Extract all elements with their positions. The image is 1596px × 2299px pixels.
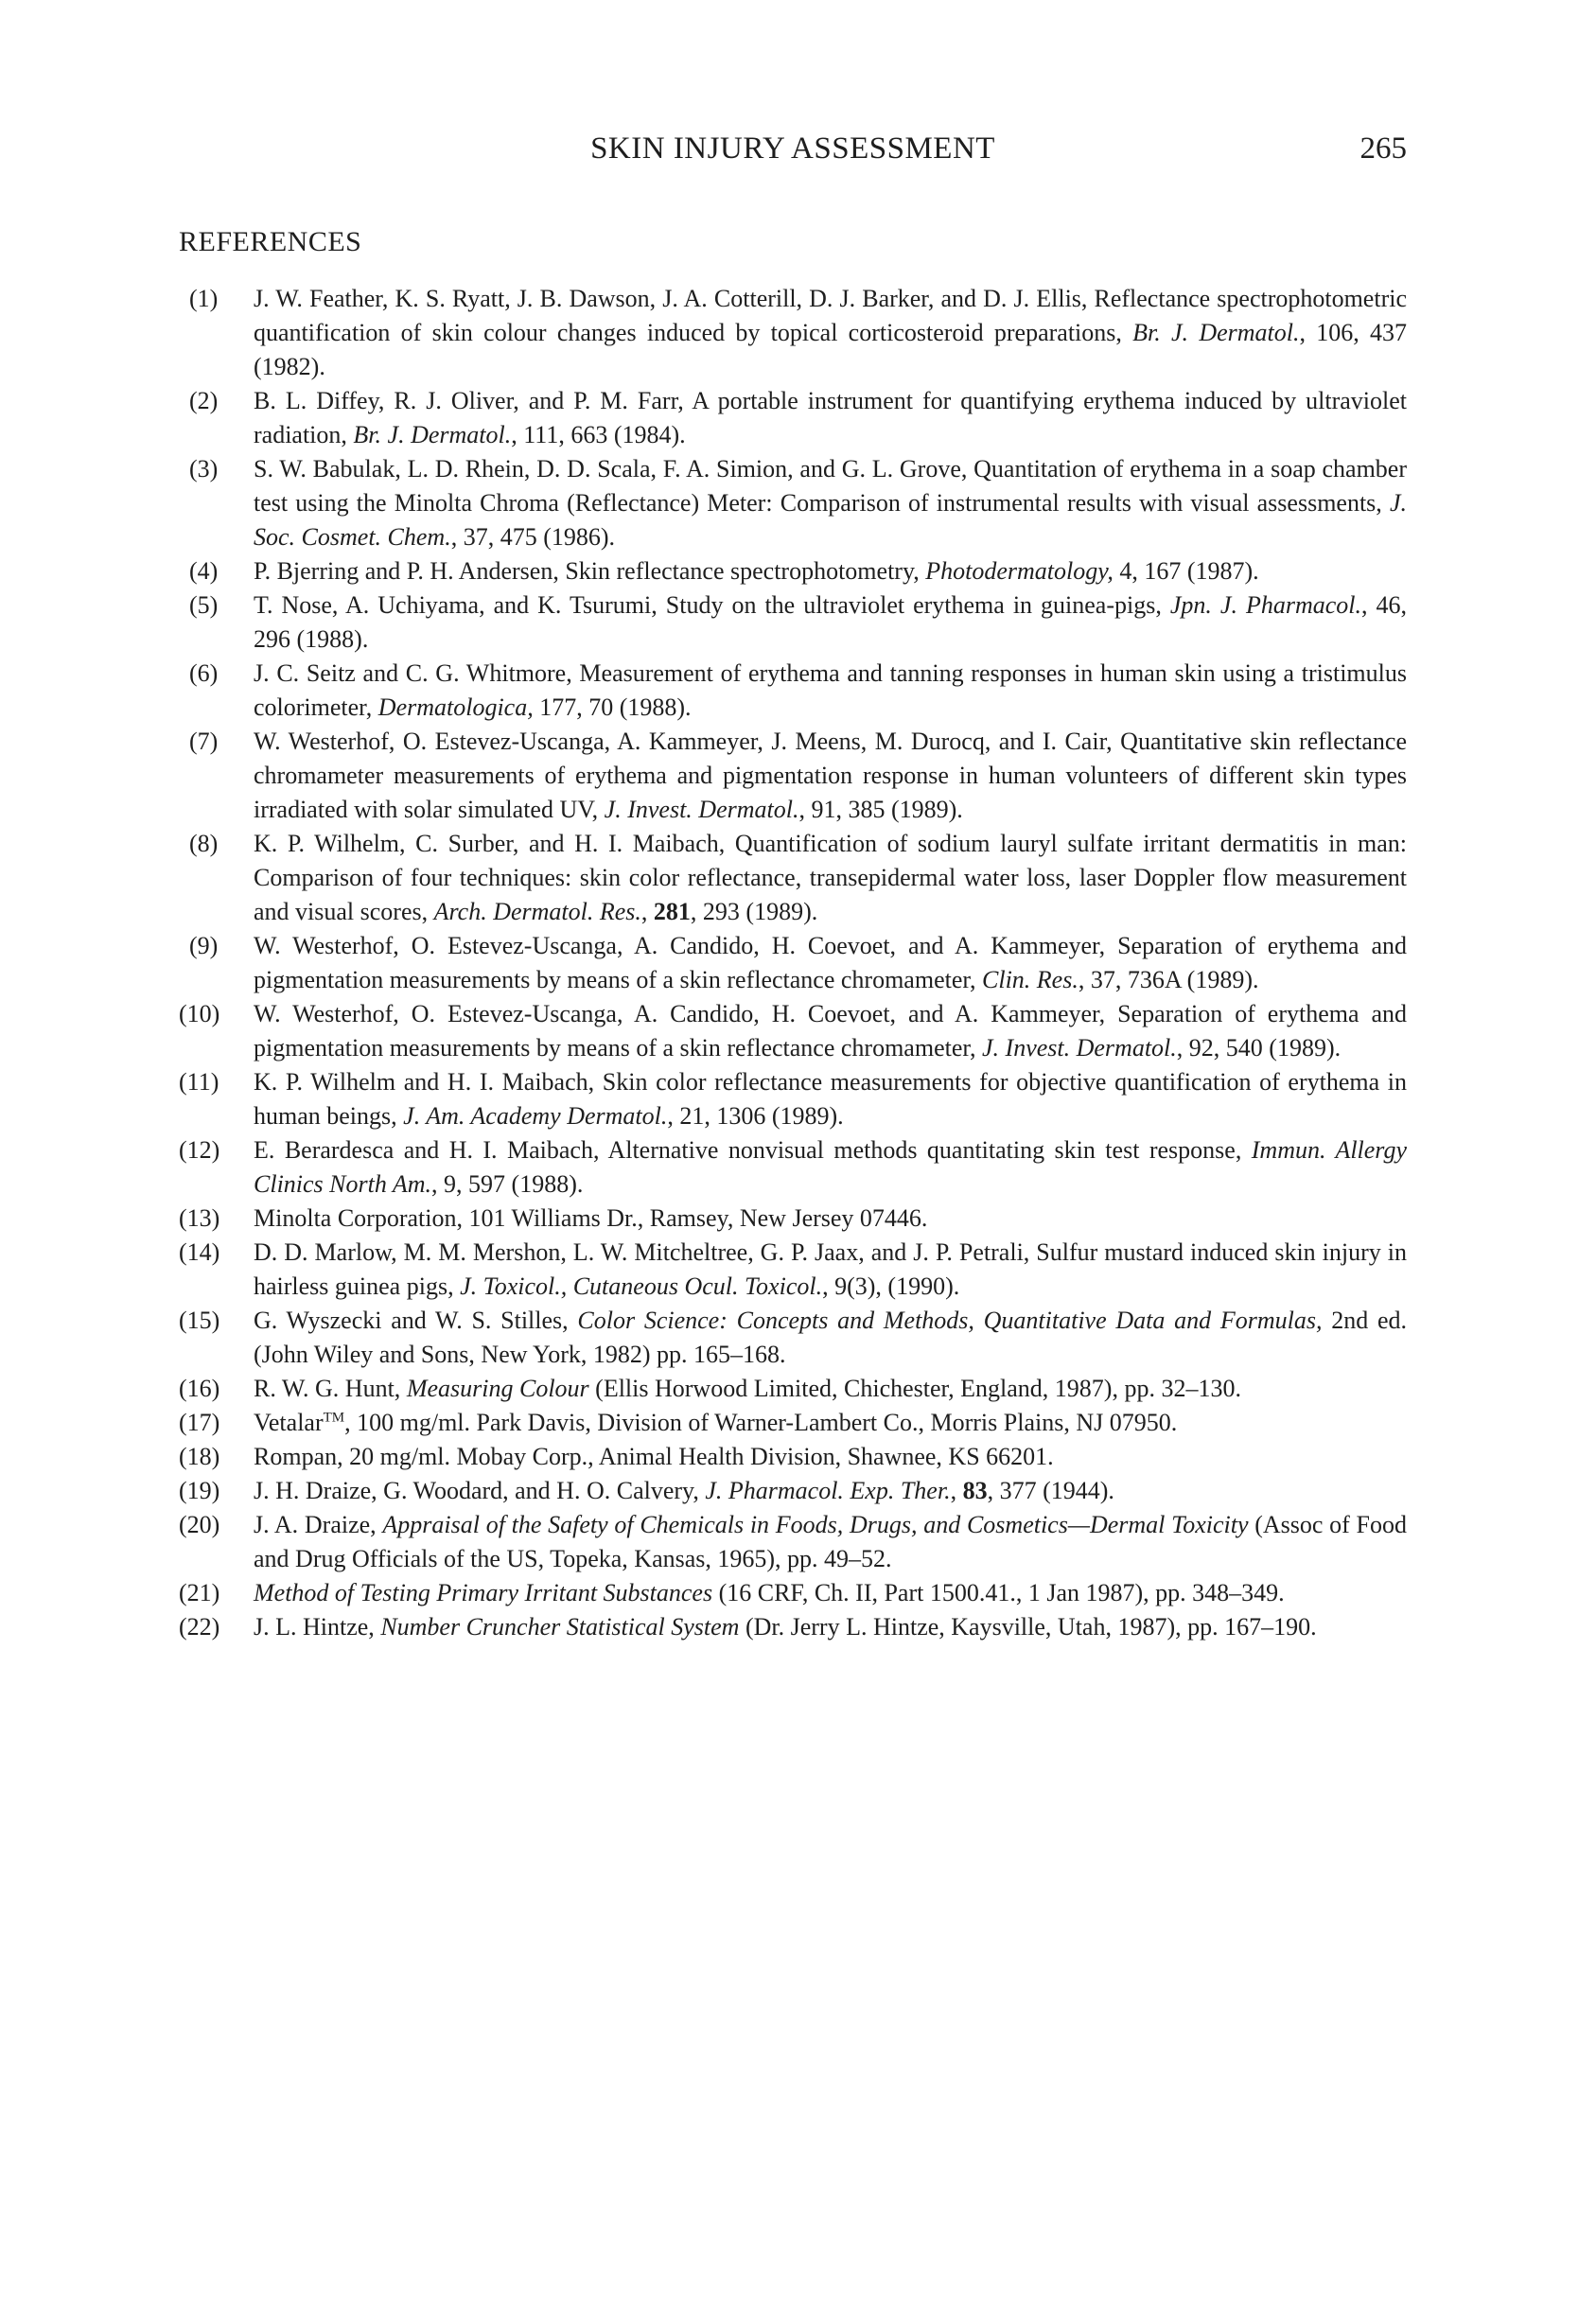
- reference-text: [254, 1409, 1177, 1436]
- reference-segment: , 111, 663 (1984).: [511, 421, 686, 448]
- reference-segment: K. P. Wilhelm, C. Surber, and H. I. Maibach, Quantification of sodium lauryl sulfate irritant dermatitis in man: Comparison of four techniques: skin color reflectance, transepidermal water loss, laser Doppler flow measurement and visual scores,: [254, 830, 1407, 925]
- reference-number: (9): [189, 932, 219, 959]
- reference-item: [179, 657, 1407, 725]
- reference-source-title: Dermatologica,: [377, 693, 534, 721]
- reference-segment: ,: [950, 1477, 963, 1504]
- reference-source-title: Appraisal of the Safety of Chemicals in Foods, Drugs, and Cosmetics—Dermal Toxicity: [382, 1511, 1249, 1538]
- reference-volume: 281: [653, 898, 691, 925]
- reference-segment: (Ellis Horwood Limited, Chichester, England, 1987), pp. 32–130.: [588, 1375, 1241, 1402]
- reference-text: [254, 557, 1259, 585]
- reference-segment: (Assoc of Food and Drug Officials of the US, Topeka, Kansas, 1965), pp. 49–52.: [254, 1511, 1407, 1572]
- reference-segment: J. C. Seitz and C. G. Whitmore, Measurement of erythema and tanning responses in human skin using a tristimulus colorimeter,: [254, 659, 1407, 721]
- reference-text: [254, 1000, 1407, 1062]
- reference-number: (18): [179, 1443, 220, 1470]
- reference-segment: E. Berardesca and H. I. Maibach, Alternative nonvisual methods quantitating skin test response,: [254, 1136, 1252, 1164]
- reference-item: [179, 1508, 1407, 1576]
- reference-text: [254, 932, 1407, 993]
- reference-segment: B. L. Diffey, R. J. Oliver, and P. M. Farr, A portable instrument for quantifying erythema induced by ultraviolet radiation,: [254, 387, 1407, 448]
- reference-volume: 83: [962, 1477, 988, 1504]
- reference-item: [179, 1372, 1407, 1406]
- reference-number: (10): [179, 1000, 220, 1027]
- reference-source-title: Br. J. Dermatol.: [353, 421, 512, 448]
- reference-item: [179, 282, 1407, 384]
- reference-segment: 177, 70 (1988).: [533, 693, 692, 721]
- reference-number: (4): [189, 557, 219, 585]
- reference-source-title: Number Cruncher Statistical System: [380, 1613, 740, 1641]
- reference-source-title: Measuring Colour: [406, 1375, 589, 1402]
- reference-text: [254, 728, 1407, 823]
- reference-text: [254, 591, 1407, 653]
- reference-source-title: Color Science: Concepts and Methods, Quantitative Data and Formulas,: [577, 1307, 1323, 1334]
- reference-item: [179, 588, 1407, 657]
- reference-source-title: J. Invest. Dermatol.: [604, 796, 799, 823]
- reference-number: (20): [179, 1511, 220, 1538]
- reference-number: (15): [179, 1307, 220, 1334]
- reference-number: (17): [179, 1409, 220, 1436]
- reference-segment: , 21, 1306 (1989).: [667, 1102, 844, 1130]
- reference-source-title: J. Invest. Dermatol.: [982, 1034, 1177, 1062]
- trademark-mark: TM: [323, 1410, 345, 1426]
- reference-number: (5): [189, 591, 219, 619]
- reference-segment: W. Westerhof, O. Estevez-Uscanga, A. Candido, H. Coevoet, and A. Kammeyer, Separation of erythema and pigmentation measurements by means of a skin reflectance chromameter,: [254, 932, 1407, 993]
- reference-list: [179, 282, 1407, 1644]
- reference-text: [254, 1613, 1317, 1641]
- reference-item: [179, 1065, 1407, 1133]
- reference-number: (22): [179, 1613, 220, 1641]
- reference-segment: J. H. Draize, G. Woodard, and H. O. Calvery,: [254, 1477, 706, 1504]
- reference-segment: ,: [640, 898, 654, 925]
- reference-item: [179, 1474, 1407, 1508]
- reference-item: [179, 1610, 1407, 1644]
- reference-item: [179, 1576, 1407, 1610]
- reference-source-title: Br. J. Dermatol.: [1132, 319, 1300, 346]
- reference-segment: , 46, 296 (1988).: [254, 591, 1408, 653]
- reference-segment: P. Bjerring and P. H. Andersen, Skin reflectance spectrophotometry,: [254, 557, 926, 585]
- reference-number: (21): [179, 1579, 220, 1606]
- reference-segment: , 106, 437 (1982).: [254, 319, 1407, 380]
- reference-text: [254, 1477, 1114, 1504]
- reference-segment: , 100 mg/ml. Park Davis, Division of Warner-Lambert Co., Morris Plains, NJ 07950.: [344, 1409, 1178, 1436]
- reference-number: (1): [189, 285, 219, 312]
- reference-segment: S. W. Babulak, L. D. Rhein, D. D. Scala, F. A. Simion, and G. L. Grove, Quantitation of erythema in a soap chamber test using the Minolta Chroma (Reflectance) Meter: Comparison of instrumental results with visual assessments,: [254, 455, 1407, 517]
- reference-source-title: Jpn. J. Pharmacol.: [1169, 591, 1361, 619]
- reference-segment: , 37, 475 (1986).: [450, 523, 616, 551]
- reference-item: [179, 1133, 1407, 1202]
- reference-segment: K. P. Wilhelm and H. I. Maibach, Skin color reflectance measurements for objective quantification of erythema in human beings,: [254, 1068, 1407, 1130]
- reference-item: [179, 1440, 1407, 1474]
- reference-source-title: J. Toxicol., Cutaneous Ocul. Toxicol.: [460, 1272, 823, 1300]
- reference-item: [179, 1406, 1407, 1440]
- reference-segment: G. Wyszecki and W. S. Stilles,: [254, 1307, 578, 1334]
- reference-number: (16): [179, 1375, 220, 1402]
- reference-item: [179, 929, 1407, 997]
- reference-text: [254, 1579, 1285, 1606]
- reference-source-title: Method of Testing Primary Irritant Substances: [254, 1579, 713, 1606]
- reference-text: [254, 1068, 1407, 1130]
- reference-text: [254, 285, 1407, 380]
- running-header: [179, 127, 1407, 170]
- reference-number: (11): [179, 1068, 219, 1096]
- reference-segment: 2nd ed. (John Wiley and Sons, New York, 1982) pp. 165–168.: [254, 1307, 1407, 1368]
- reference-segment: J. A. Draize,: [254, 1511, 383, 1538]
- reference-segment: 4, 167 (1987).: [1113, 557, 1259, 585]
- reference-text: [254, 387, 1407, 448]
- reference-segment: , 377 (1944).: [987, 1477, 1114, 1504]
- reference-source-title: Arch. Dermatol. Res.: [433, 898, 641, 925]
- reference-item: [179, 452, 1407, 554]
- reference-source-title: J. Pharmacol. Exp. Ther.: [705, 1477, 951, 1504]
- reference-text: [254, 1204, 927, 1232]
- reference-number: (13): [179, 1204, 220, 1232]
- reference-number: (7): [189, 728, 219, 755]
- reference-segment: D. D. Marlow, M. M. Mershon, L. W. Mitcheltree, G. P. Jaax, and J. P. Petrali, Sulfur mustard induced skin injury in hairless guinea pigs,: [254, 1238, 1407, 1300]
- reference-item: [179, 384, 1407, 452]
- reference-segment: (16 CRF, Ch. II, Part 1500.41., 1 Jan 1987), pp. 348–349.: [712, 1579, 1285, 1606]
- running-title: SKIN INJURY ASSESSMENT: [590, 132, 995, 166]
- reference-text: [254, 1136, 1407, 1198]
- reference-text: [254, 1238, 1407, 1300]
- reference-item: [179, 554, 1407, 588]
- reference-segment: W. Westerhof, O. Estevez-Uscanga, A. Candido, H. Coevoet, and A. Kammeyer, Separation of erythema and pigmentation measurements by means of a skin reflectance chromameter,: [254, 1000, 1407, 1062]
- reference-item: [179, 725, 1407, 827]
- reference-item: [179, 997, 1407, 1065]
- reference-text: [254, 1511, 1407, 1572]
- references-heading: REFERENCES: [179, 226, 362, 257]
- reference-segment: J. W. Feather, K. S. Ryatt, J. B. Dawson, J. A. Cotterill, D. J. Barker, and D. J. Ellis, Reflectance spectrophotometric quantification of skin colour changes induced by topical corticosteroid preparations,: [254, 285, 1407, 346]
- reference-segment: (Dr. Jerry L. Hintze, Kaysville, Utah, 1987), pp. 167–190.: [739, 1613, 1317, 1641]
- reference-source-title: Photodermatology,: [925, 557, 1114, 585]
- reference-source-title: J. Am. Academy Dermatol.: [403, 1102, 668, 1130]
- reference-number: (12): [179, 1136, 220, 1164]
- reference-item: [179, 1304, 1407, 1372]
- reference-text: [254, 1307, 1407, 1368]
- reference-text: [254, 455, 1407, 551]
- reference-segment: R. W. G. Hunt,: [254, 1375, 407, 1402]
- reference-item: [179, 827, 1407, 929]
- reference-segment: , 9(3), (1990).: [822, 1272, 960, 1300]
- reference-text: [254, 1443, 1054, 1470]
- reference-segment: , 293 (1989).: [690, 898, 818, 925]
- reference-segment: Rompan, 20 mg/ml. Mobay Corp., Animal Health Division, Shawnee, KS 66201.: [254, 1443, 1054, 1470]
- reference-text: [254, 659, 1407, 721]
- reference-segment: Minolta Corporation, 101 Williams Dr., Ramsey, New Jersey 07446.: [254, 1204, 928, 1232]
- reference-segment: W. Westerhof, O. Estevez-Uscanga, A. Kammeyer, J. Meens, M. Durocq, and I. Cair, Quantitative skin reflectance chromameter measurements of erythema and pigmentation response in human volunteers of different skin types irradiated with solar simulated UV,: [254, 728, 1407, 823]
- reference-segment: , 91, 385 (1989).: [798, 796, 963, 823]
- page-number: 265: [1359, 132, 1407, 166]
- reference-source-title: Clin. Res.: [982, 966, 1079, 993]
- reference-segment: , 9, 597 (1988).: [431, 1170, 584, 1198]
- reference-text: [254, 830, 1407, 925]
- reference-segment: T. Nose, A. Uchiyama, and K. Tsurumi, Study on the ultraviolet erythema in guinea-pigs,: [254, 591, 1170, 619]
- reference-segment: , 37, 736A (1989).: [1078, 966, 1259, 993]
- reference-source-title: J. Soc. Cosmet. Chem.: [254, 489, 1407, 551]
- reference-text: [254, 1375, 1241, 1402]
- reference-segment: Vetalar: [254, 1409, 324, 1436]
- reference-item: [179, 1202, 1407, 1236]
- reference-segment: J. L. Hintze,: [254, 1613, 381, 1641]
- reference-source-title: Immun. Allergy Clinics North Am.: [254, 1136, 1408, 1198]
- reference-number: (19): [179, 1477, 220, 1504]
- reference-number: (14): [179, 1238, 220, 1266]
- reference-item: [179, 1236, 1407, 1304]
- reference-number: (2): [189, 387, 219, 414]
- reference-number: (3): [189, 455, 219, 483]
- reference-segment: , 92, 540 (1989).: [1176, 1034, 1342, 1062]
- reference-number: (8): [189, 830, 219, 857]
- reference-number: (6): [189, 659, 219, 687]
